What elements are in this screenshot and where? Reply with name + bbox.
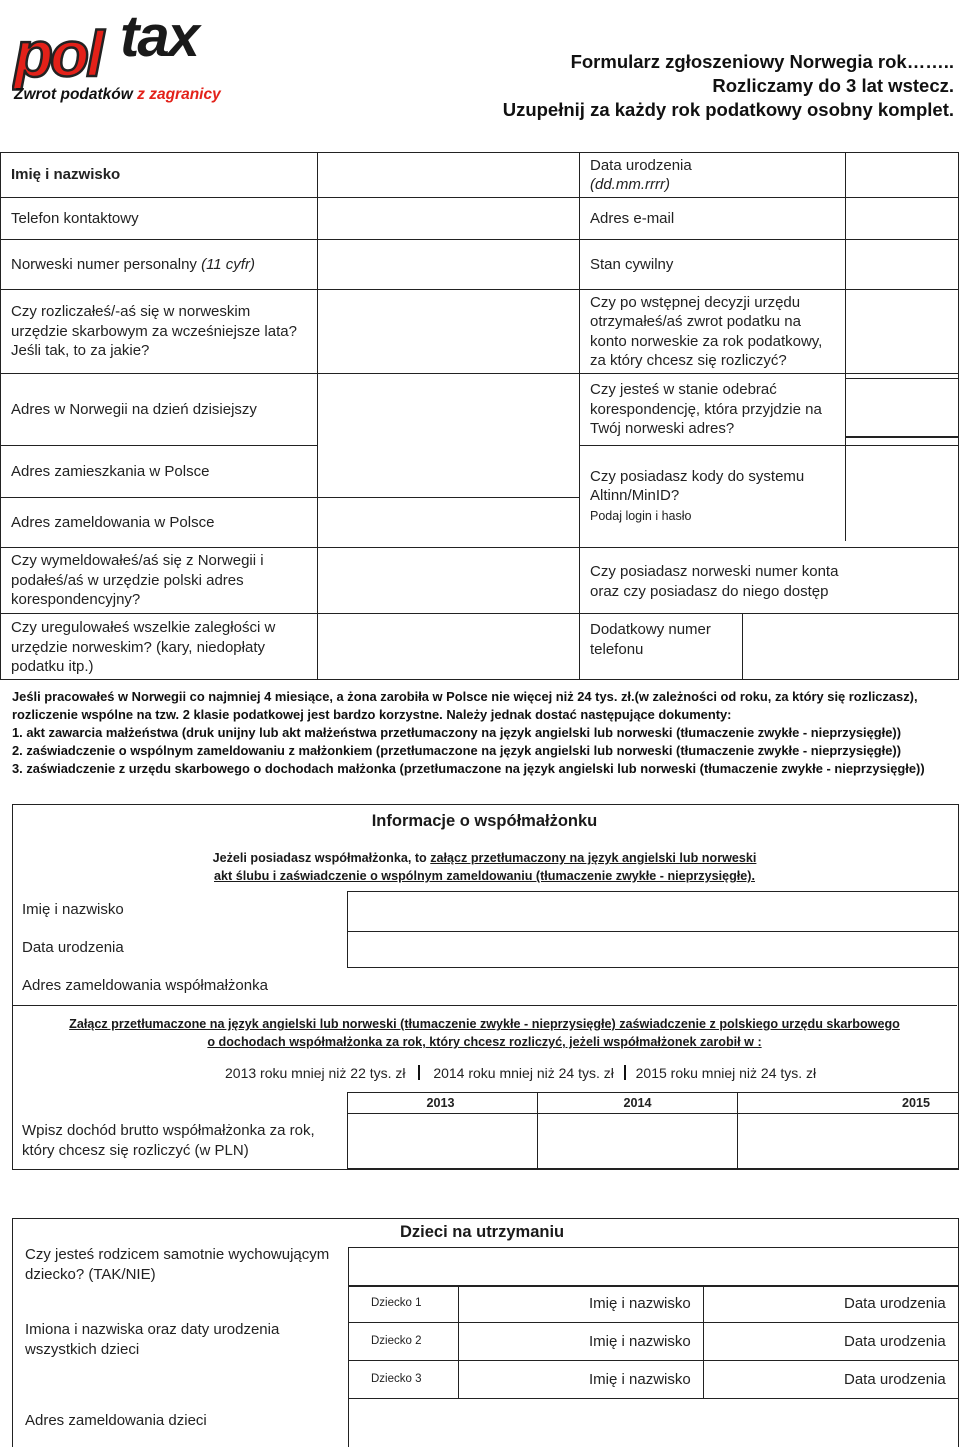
header-title: Formularz zgłoszeniowy Norwegia rok…….. (570, 51, 954, 72)
children-title: Dzieci na utrzymaniu (400, 1223, 565, 1241)
children-table (348, 1285, 959, 1399)
altinn-hint: Podaj login i hasło (590, 508, 692, 523)
limit-2013: 2013 roku mniej niż 22 tys. zł (225, 1065, 406, 1081)
child-2-birth-field[interactable]: Data urodzenia (704, 1323, 959, 1361)
limit-2015: 2015 roku mniej niż 24 tys. zł (635, 1065, 817, 1081)
personal-number-text: Norweski numer personalny (11, 255, 202, 273)
altinn-answer-field[interactable] (845, 436, 958, 541)
birth-format: (dd.mm.rrrr) (590, 176, 670, 193)
child-2-name-field[interactable]: Imię i nazwisko (459, 1323, 704, 1361)
poltax-logo (12, 2, 242, 104)
child-3-birth-field[interactable]: Data urodzenia (704, 1361, 959, 1399)
children-address-field[interactable] (348, 1398, 958, 1447)
income-2013-field[interactable] (348, 1114, 538, 1169)
income-2014-field[interactable] (538, 1114, 738, 1169)
earlier-years-followup: Jeśli tak, to za jakie? (11, 342, 150, 360)
spouse-address-label: Adres zameldowania współmałżonka (22, 977, 268, 994)
income-label: Wpisz dochód brutto współmałżonka za rok, który chcesz się rozliczyć (w PLN) (22, 1122, 315, 1159)
joint-filing-intro: Jeśli pracowałeś w Norwegii co najmniej 4 miesiące, a żona zarobiła w Polsce nie więcej niż 24 tys. zł.(w zależności od roku, za który się rozliczasz), rozliczenie wspólne na tzw. 2 klasie podatkowej jest bardzo korzystne. Należy jednak dostać następujące dokumenty: (12, 689, 918, 722)
earlier-years-question: Czy rozliczałeś/-aś się w norweskim urzędzie skarbowym za wcześniejsze lata? (11, 303, 297, 340)
receive-mail-answer-field[interactable] (845, 378, 958, 438)
poland-residence-label: Adres zamieszkania w Polsce (1, 446, 318, 498)
children-names-label: Imiona i nazwiska oraz daty urodzenia wszystkich dzieci (25, 1321, 280, 1358)
header-subtitle: Rozliczamy do 3 lat wstecz. (712, 75, 954, 96)
refund-question: Czy po wstępnej decyzji urzędu otrzymałeś/aś zwrot podatku na konto norweskie za rok podatkowy, za który chcesz się rozliczyć? (580, 290, 959, 374)
phone-label: Telefon kontaktowy (1, 198, 318, 240)
arrears-question: Czy uregulowałeś wszelkie zaległości w urzędzie norweskim? (kary, niedopłaty podatku itp.) (1, 614, 318, 680)
civil-status-label: Stan cywilny (580, 240, 846, 290)
income-table (347, 1092, 959, 1169)
svg-text:tax: tax (120, 4, 198, 69)
limit-separator (418, 1065, 420, 1080)
child-3-name-field[interactable]: Imię i nazwisko (459, 1361, 704, 1399)
document-3: 3. zaświadczenie z urzędu skarbowego o dochodach małżonka (przetłumaczone na język angielski lub norweski (tłumaczenie zwykłe - nieprzysięgłe)) (12, 761, 925, 776)
norway-address-field[interactable] (318, 374, 580, 498)
spouse-attach-line2: o dochodach współmałżonka za rok, który chcesz rozliczyć, jeżeli współmałżonek zarobił w : (207, 1035, 762, 1049)
child-row (349, 1361, 959, 1399)
spouse-attach-line1: Załącz przetłumaczone na język angielski lub norweski (tłumaczenie zwykłe - nieprzysięgłe) zaświadczenie z polskiego urzędu skarbowego (69, 1017, 900, 1031)
child-row (349, 1323, 959, 1361)
deregistered-question: Czy wymeldowałeś/aś się z Norwegii i podałeś/aś w urzędzie polski adres korespondencyjny? (1, 548, 318, 614)
child-1-label: Dziecko 1 (349, 1286, 459, 1323)
limit-2014: 2014 roku mniej niż 24 tys. zł (433, 1065, 614, 1081)
child-2-label: Dziecko 2 (349, 1323, 459, 1361)
svg-text:Zwrot podatków z zagranicy: Zwrot podatków z zagranicy (14, 86, 221, 103)
income-2015-field[interactable] (738, 1114, 959, 1169)
spouse-name-field[interactable] (347, 891, 958, 932)
income-year-2015: 2015 (738, 1093, 959, 1114)
spouse-note (12, 849, 957, 885)
document-2: 2. zaświadczenie o wspólnym zameldowaniu z małżonkiem (przetłumaczone na język angielski lub norweski (tłumaczenie zwykłe - nieprzysięgłe)) (12, 743, 901, 758)
spouse-birth-field[interactable] (347, 930, 958, 968)
refund-answer-field[interactable] (845, 290, 958, 379)
personal-number-field[interactable] (318, 240, 580, 290)
single-parent-question: Czy jesteś rodzicem samotnie wychowującym dziecko? (TAK/NIE) (25, 1246, 330, 1283)
name-field[interactable] (318, 153, 580, 198)
income-year-2014: 2014 (538, 1093, 738, 1114)
spouse-birth-label: Data urodzenia (22, 939, 124, 956)
child-row (349, 1286, 959, 1323)
poland-registered-field[interactable] (318, 498, 580, 548)
spouse-attach-note (12, 1015, 957, 1051)
child-1-birth-field[interactable]: Data urodzenia (704, 1286, 959, 1323)
poland-registered-label: Adres zameldowania w Polsce (1, 498, 318, 548)
arrears-field[interactable] (318, 614, 580, 680)
spouse-divider (12, 1005, 957, 1006)
spouse-name-label: Imię i nazwisko (22, 901, 124, 918)
receive-mail-question: Czy jesteś w stanie odebrać korespondencję, która przyjdzie na Twój norweski adres? (580, 374, 959, 446)
birth-field[interactable] (846, 153, 959, 198)
limit-separator (624, 1065, 626, 1080)
spouse-note-text: Jeżeli posiadasz współmałżonka, to (212, 851, 431, 865)
personal-data-table (0, 152, 959, 680)
children-address-label: Adres zameldowania dzieci (25, 1412, 207, 1429)
spouse-title: Informacje o współmałżonku (371, 812, 598, 830)
child-3-label: Dziecko 3 (349, 1361, 459, 1399)
phone-field[interactable] (318, 198, 580, 240)
norway-address-label: Adres w Norwegii na dzień dzisiejszy (1, 374, 318, 446)
svg-text:pol: pol (14, 18, 101, 90)
birth-label (580, 153, 846, 198)
child-1-name-field[interactable]: Imię i nazwisko (459, 1286, 704, 1323)
name-label: Imię i nazwisko (1, 153, 318, 198)
header-instruction: Uzupełnij za każdy rok podatkowy osobny komplet. (502, 99, 954, 120)
earlier-years-label (1, 290, 318, 374)
form-header (503, 50, 954, 122)
deregistered-field[interactable] (318, 548, 580, 614)
extra-phone-label: Dodatkowy numer telefonu (580, 614, 743, 680)
spouse-note-documents: akt ślubu i zaświadczenie o wspólnym zameldowaniu (tłumaczenie zwykłe - nieprzysięgłe). (214, 869, 755, 883)
income-year-2013: 2013 (348, 1093, 538, 1114)
civil-status-field[interactable] (846, 240, 959, 290)
personal-number-hint: (11 cyfr) (201, 255, 255, 273)
joint-filing-info (12, 688, 958, 778)
income-limits (225, 1065, 816, 1081)
earlier-years-field[interactable] (318, 290, 580, 374)
personal-number-label (1, 240, 318, 290)
bank-account-question: Czy posiadasz norweski numer konta oraz czy posiadasz do niego dostęp (580, 548, 959, 614)
single-parent-field[interactable] (348, 1247, 958, 1287)
document-1: 1. akt zawarcia małżeństwa (druk unijny lub akt małżeństwa przetłumaczony na język angielski lub norweski (tłumaczenie zwykłe - nieprzysięgłe)) (12, 725, 902, 740)
extra-phone-field[interactable] (743, 614, 959, 680)
email-label: Adres e-mail (580, 198, 846, 240)
altinn-text: Czy posiadasz kody do systemu Altinn/MinID? (590, 467, 805, 505)
spouse-note-underlined: załącz przetłumaczony na język angielski lub norweski (430, 851, 757, 865)
email-field[interactable] (846, 198, 959, 240)
birth-label-text: Data urodzenia (590, 156, 692, 174)
